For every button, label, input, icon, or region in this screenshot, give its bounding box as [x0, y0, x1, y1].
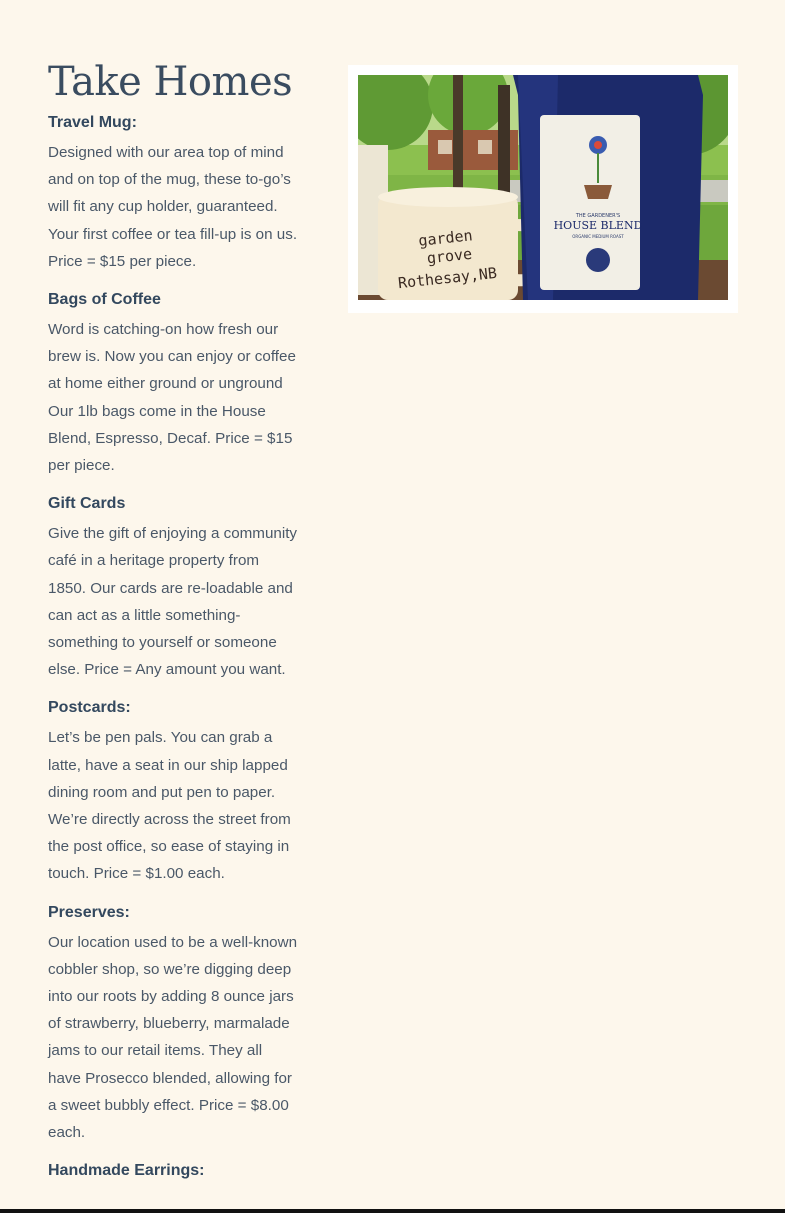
item-title: Postcards:: [48, 699, 131, 717]
item-preserves: [48, 902, 298, 1147]
item-description: Designed with our area top of mind and on top of the mug, these to-go’s will fit any cup holder, guaranteed. Your first coffee or tea fill-up is on us. Price = $15 per piece.: [48, 144, 298, 270]
bag-brand-text: THE GARDENER'S: [575, 213, 621, 219]
product-photo-frame: [348, 65, 738, 313]
item-title: Handmade Earrings:: [48, 1162, 205, 1180]
item-travel-mug: [48, 112, 298, 275]
item-description: Our location used to be a well-known cobbler shop, so we’re digging deep into our roots by adding 8 ounce jars of strawberry, blueberry, marmalade jams to our retail items. They all have Prosecco blended, allowing for a sweet bubbly effect. Price = $8.00 each.: [48, 933, 298, 1142]
mug-text-line: Rothesay,NB: [397, 263, 498, 293]
item-description: Word is catching-on how fresh our brew is. Now you can enjoy or coffee at home either ground or unground Our 1lb bags come in the House Blend, Espresso, Decaf. Price = $15 per piece.: [48, 321, 296, 475]
item-description: Give the gift of enjoying a community café in a heritage property from 1850. Our cards are re-loadable and can act as a little something-something to yourself or someone else. Price = Any amount you want.: [48, 525, 298, 679]
content-column: [48, 58, 298, 1196]
item-description: Let’s be pen pals. You can grab a latte, have a seat in our ship lapped dining room and put pen to paper. We’re directly across the street from the post office, so ease of staying in touch. Price = $1.00 each.: [48, 729, 291, 883]
bag-name-text: HOUSE BLEND: [553, 219, 643, 232]
mug-text-line: garden: [417, 226, 474, 250]
item-postcards: [48, 697, 298, 887]
item-title: Gift Cards: [48, 495, 126, 513]
item-bags-of-coffee: [48, 289, 298, 479]
item-title: Travel Mug:: [48, 114, 137, 131]
product-photo: [358, 75, 728, 300]
product-photo-illustration: [358, 75, 728, 300]
item-gift-cards: [48, 493, 298, 683]
item-title: Bags of Coffee: [48, 291, 161, 309]
mug-text-line: grove: [426, 244, 473, 268]
item-title: Preserves:: [48, 903, 130, 921]
bottom-edge-bar: [0, 1209, 785, 1213]
page-title: Take Homes: [48, 59, 293, 105]
bag-sub-text: ORGANIC MEDIUM ROAST: [572, 234, 624, 239]
item-handmade-earrings: [48, 1160, 298, 1182]
